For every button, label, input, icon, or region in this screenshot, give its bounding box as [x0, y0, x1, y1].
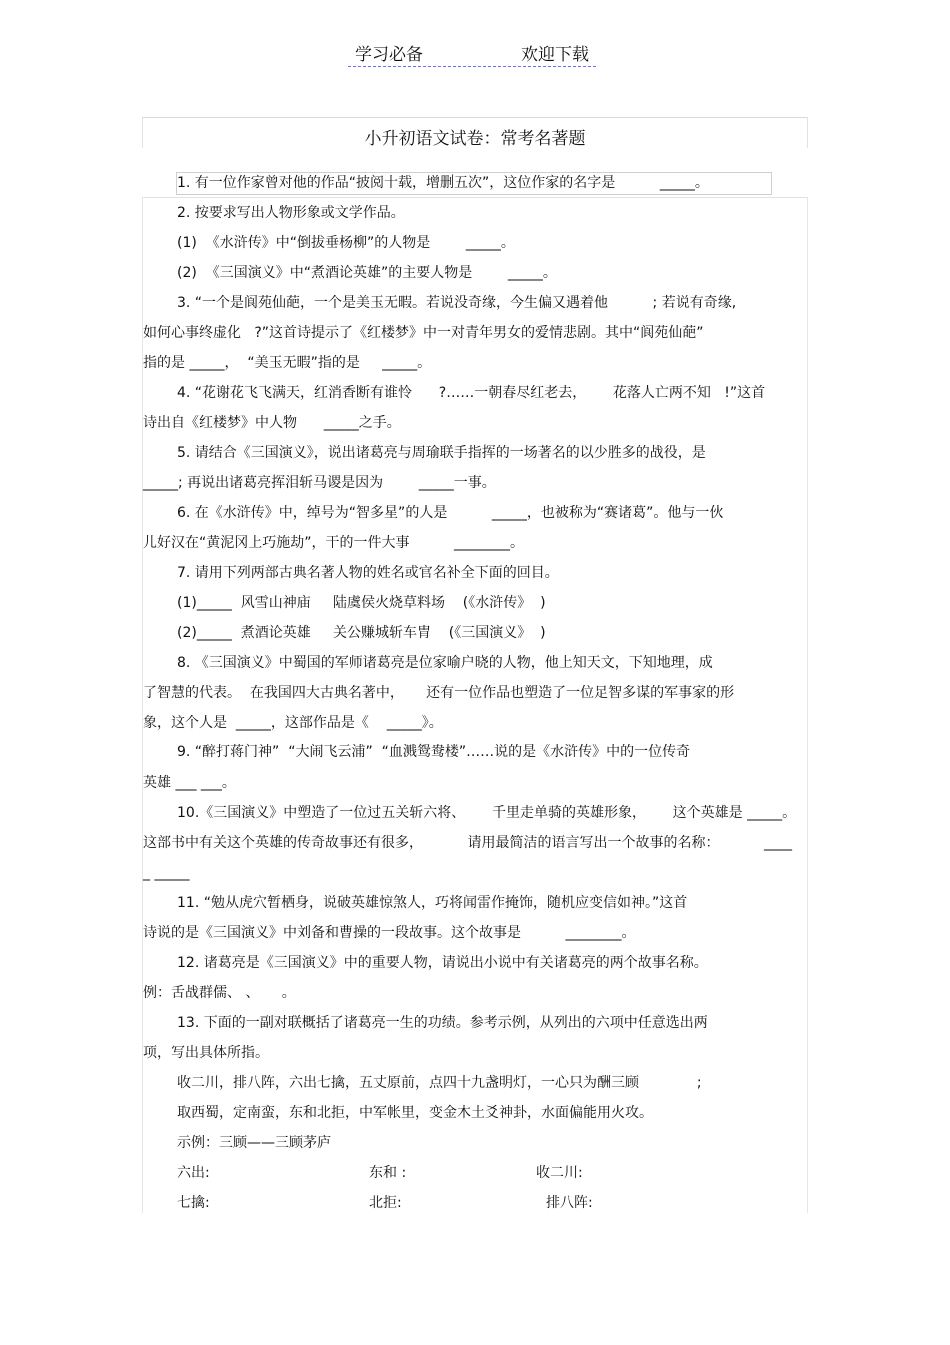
question-3-line-2: 如何心事终虚化 ?”这首诗提示了《红楼梦》中一对青年男女的爱情悲剧。其中“阆苑仙葩” [143, 325, 704, 341]
page-title: 小升初语文试卷：常考名著题 [364, 129, 586, 149]
question-6-line-1: 6. 在《水浒传》中，绰号为“智多星”的人是 _____，也被称为“赛诸葛”。他与一伙 [177, 505, 724, 521]
question-8-line-3: 象，这个人是 _____，这部作品是《 _____》。 [143, 715, 443, 731]
question-2-sub-1: (1) 《水浒传》中“倒拔垂杨柳”的人物是 _____。 [177, 235, 515, 251]
question-2-sub-2: (2) 《三国演义》中“煮酒论英雄”的主要人物是 _____。 [177, 265, 557, 281]
question-12-line-2: 例：舌战群儒、 、 。 [143, 985, 296, 1001]
question-13-line-1: 13. 下面的一副对联概括了诸葛亮一生的功绩。参考示例，从列出的六项中任意选出两 [177, 1015, 708, 1031]
question-11-line-2: 诗说的是《三国演义》中刘备和曹操的一段故事。这个故事是 ________。 [143, 925, 636, 941]
question-12-line-1: 12. 诸葛亮是《三国演义》中的重要人物，请说出小说中有关诸葛亮的两个故事名称。 [177, 955, 708, 971]
answer-label-beiju: 北拒: [369, 1195, 402, 1211]
question-7-sub-1: (1)_____ 风雪山神庙 陆虞侯火烧草料场 (《水浒传》 ) [177, 595, 546, 611]
question-8-line-1: 8. 《三国演义》中蜀国的军师诸葛亮是位家喻户晓的人物，他上知天文，下知地理，成 [177, 655, 713, 671]
question-9-line-1: 9. “醉打蒋门神” “大闹飞云浦” “血溅鸳鸯楼”……说的是《水浒传》中的一位传奇 [177, 744, 691, 760]
question-5-line-2: _____; 再说出诸葛亮挥泪斩马谡是因为 _____一事。 [143, 475, 496, 491]
question-9-line-2: 英雄 ___ ___。 [143, 775, 236, 791]
answer-label-liuchu: 六出: [177, 1165, 210, 1181]
question-10-line-1: 10.《三国演义》中塑造了一位过五关斩六将、 千里走单骑的英雄形象， 这个英雄是 _____。 [177, 805, 797, 821]
answer-label-qiqin: 七擒: [177, 1195, 210, 1211]
question-5-line-1: 5. 请结合《三国演义》，说出诸葛亮与周瑜联手指挥的一场著名的以少胜多的战役，是 [177, 445, 706, 461]
question-1-line: 1. 有一位作家曾对他的作品“披阅十载，增删五次”，这位作家的名字是 _____。 [177, 175, 709, 191]
question-4-line-1: 4. “花谢花飞飞满天，红消香断有谁怜 ?……一朝春尽红老去， 花落人亡两不知 !”这首 [177, 385, 766, 401]
question-4-line-2: 诗出自《红楼梦》中人物 _____之手。 [143, 415, 401, 431]
example-line: 示例：三顾——三顾茅庐 [177, 1135, 331, 1151]
question-10-line-2: 这部书中有关这个英雄的传奇故事还有很多， 请用最简洁的语言写出一个故事的名称： ____ [143, 835, 793, 851]
question-13-line-2: 项，写出具体所指。 [143, 1045, 269, 1061]
question-8-line-2: 了智慧的代表。 在我国四大古典名著中， 还有一位作品也塑造了一位足智多谋的军事家的形 [143, 685, 735, 701]
question-6-line-2: 儿好汉在“黄泥冈上巧施劫”，干的一件大事 ________。 [143, 535, 525, 551]
question-2-line: 2. 按要求写出人物形象或文学作品。 [177, 205, 405, 221]
question-10-line-3: _ _____ [143, 865, 190, 881]
question-3-line-1: 3. “一个是阆苑仙葩，一个是美玉无暇。若说没奇缘，今生偏又遇着他 ; 若说有奇缘, [177, 295, 737, 311]
question-7-line: 7. 请用下列两部古典名著人物的姓名或官名补全下面的回目。 [177, 565, 559, 581]
question-11-line-1: 11. “勉从虎穴暂栖身，说破英雄惊煞人，巧将闻雷作掩饰，随机应变信如神。”这首 [177, 895, 688, 911]
couplet-line-1: 收二川，排八阵，六出七擒，五丈原前，点四十九盏明灯，一心只为酬三顾 ; [177, 1075, 702, 1091]
answer-label-paibazhen: 排八阵: [546, 1195, 593, 1211]
page-header [0, 40, 950, 70]
header-dashed-underline [348, 66, 596, 67]
header-right-text: 欢迎下载 [521, 45, 589, 65]
header-left-text: 学习必备 [355, 45, 423, 65]
couplet-line-2: 取西蜀，定南蛮，东和北拒，中军帐里，变金木土爻神卦，水面偏能用火攻。 [177, 1105, 653, 1121]
question-7-sub-2: (2)_____ 煮酒论英雄 关公赚城斩车胄 (《三国演义》 ) [177, 625, 546, 641]
question-3-line-3: 指的是 _____， “美玉无暇”指的是 _____。 [143, 355, 432, 371]
answer-label-donghe: 东和 : [369, 1165, 407, 1181]
answer-label-shouerchuan: 收二川: [536, 1165, 583, 1181]
